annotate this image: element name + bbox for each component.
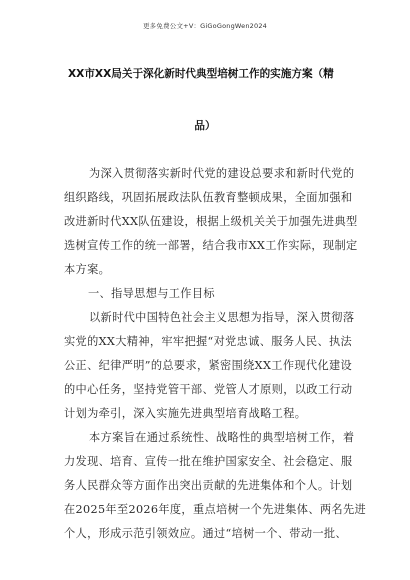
paragraph-line: 务人民群众等方面作出突出贡献的先进集体和个人。计划	[64, 479, 353, 492]
section-heading	[64, 282, 346, 306]
paragraph-intro	[64, 162, 358, 282]
document-title: XX市XX局关于深化新时代典型培树工作的实施方案（精	[68, 68, 334, 80]
paragraph-line: 个人，形成示范引领效应。通过“培树一个、带动一批、	[64, 527, 347, 540]
paragraph-line: 公正、纪律严明”的总要求，紧密围绕XX工作现代化建设	[64, 359, 353, 372]
section-heading-text: 一、指导思想与工作目标	[88, 287, 215, 300]
paragraph-line: 的中心任务，坚持党管干部、党管人才原则，以政工行动	[64, 383, 353, 396]
paragraph-line: 本方案旨在通过系统性、战略性的典型培树工作，着	[89, 431, 355, 444]
paragraph-line: 组织路线，巩固拓展政法队伍教育整顿成果，全面加强和	[64, 191, 353, 204]
paragraph-line: 本方案。	[64, 263, 111, 276]
document-title-continued: 品）	[194, 120, 216, 132]
paragraph-line: 以新时代中国特色社会主义思想为指导，深入贯彻落	[89, 311, 355, 324]
paragraph-line: 选树宣传工作的统一部署，结合我市XX工作实际，现制定	[64, 239, 358, 252]
paragraph-guiding-thought	[64, 306, 355, 426]
paragraph-line: 计划为牵引，深入实施先进典型培育战略工程。	[64, 407, 307, 420]
paragraph-line: 力发现、培育、宣传一批在维护国家安全、社会稳定、服	[64, 455, 353, 468]
paragraph-line: 实党的XX大精神，牢牢把握“对党忠诚、服务人民、执法	[64, 335, 353, 348]
paragraph-goals	[64, 426, 367, 546]
paragraph-line: 为深入贯彻落实新时代党的建设总要求和新时代党的	[89, 167, 355, 180]
paragraph-line: 在2025年至2026年度，重点培树一个先进集体、两名先进	[64, 503, 367, 516]
paragraph-line: 改进新时代XX队伍建设，根据上级机关关于加强先进典型	[64, 215, 358, 228]
header-note: 更多免费公文+V：GiGoGongWen2024	[142, 22, 267, 30]
